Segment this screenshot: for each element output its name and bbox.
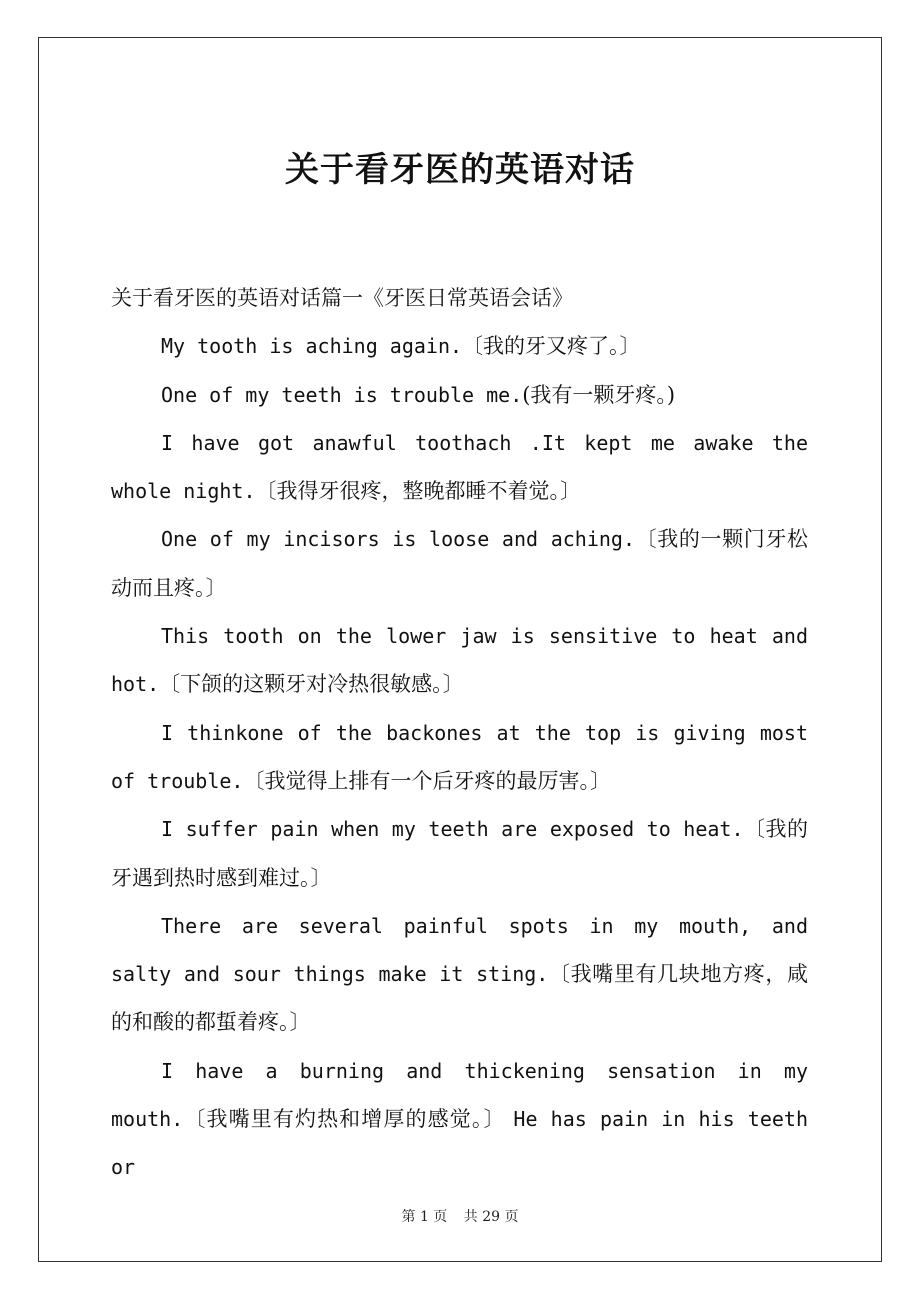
english-text: I thinkone of the backones at the top is giving most of trouble. — [111, 720, 808, 793]
english-text: This tooth on the lower jaw is sensitive to heat and hot. — [111, 624, 808, 697]
paragraph — [111, 805, 808, 902]
chinese-text: 〔我得牙很疼，整晚都睡不着觉。〕 — [255, 479, 581, 504]
page-total: 共 29 页 — [463, 1209, 519, 1225]
paragraph — [111, 515, 808, 612]
english-text: I have a burning and thickening sensation in my mouth. — [111, 1058, 808, 1132]
english-text: One of my teeth is trouble me. — [161, 382, 523, 407]
chinese-text: 〔我的一颗门牙松动而且疼。〕 — [111, 527, 808, 600]
chinese-text: 〔下颌的这颗牙对冷热很敏感。〕 — [159, 672, 464, 697]
chinese-text: 〔我觉得上排有一个后牙疼的最厉害。〕 — [243, 768, 611, 793]
paragraph — [111, 419, 808, 516]
chinese-text: 〔我嘴里有灼热和增厚的感觉。〕 — [183, 1107, 506, 1132]
english-text-trailing: He has pain in his teeth or — [111, 1107, 808, 1180]
document-title: 关于看牙医的英语对话 — [285, 150, 635, 190]
english-text: My tooth is aching again. — [161, 334, 463, 359]
paragraph — [111, 322, 808, 370]
english-text: One of my incisors is loose and aching. — [161, 527, 635, 552]
english-text: There are several painful spots in my mouth, and salty and sour things make it sting. — [111, 913, 808, 987]
chinese-text: 〔我嘴里有几块地方疼，咸的和酸的都蜇着疼。〕 — [111, 962, 809, 1035]
paragraph — [111, 1047, 808, 1192]
section-heading: 关于看牙医的英语对话篇一《牙医日常英语会话》 — [111, 286, 573, 310]
page-footer — [0, 1206, 920, 1226]
page-number: 第 1 页 — [401, 1209, 448, 1225]
english-text: I suffer pain when my teeth are exposed to heat. — [161, 817, 744, 842]
chinese-text: (我有一颗牙疼。) — [522, 382, 676, 407]
paragraph — [111, 371, 808, 419]
english-text: I have got anawful toothach .It kept me awake the whole night. — [111, 430, 808, 504]
chinese-text: 〔我的牙又疼了。〕 — [462, 334, 641, 359]
chinese-text: 〔我的牙遇到热时感到难过。〕 — [111, 817, 809, 890]
paragraph — [111, 612, 808, 709]
paragraph — [111, 709, 808, 806]
document-body — [111, 274, 808, 1192]
paragraph — [111, 902, 808, 1047]
